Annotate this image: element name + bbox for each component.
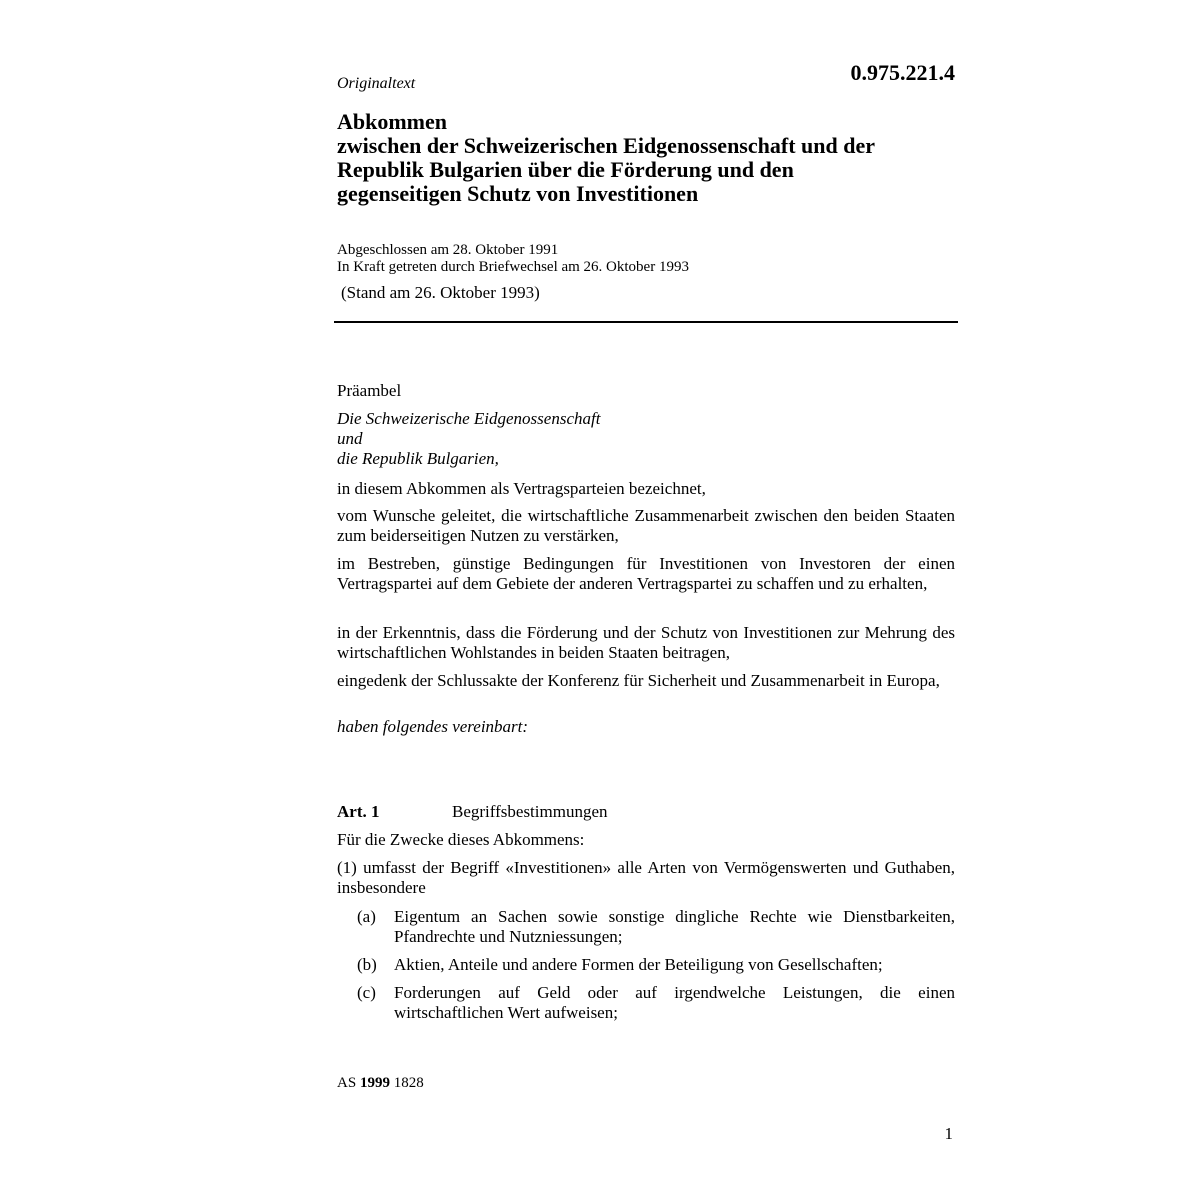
status-date: (Stand am 26. Oktober 1993) — [341, 283, 540, 302]
party-bulgaria: die Republik Bulgarien, — [337, 449, 499, 468]
list-item-label: (b) — [357, 955, 377, 974]
sr-number: 0.975.221.4 — [850, 60, 955, 85]
article-number: Art. 1 — [337, 802, 380, 821]
title-line: zwischen der Schweizerischen Eidgenossenschaft und der — [337, 133, 875, 158]
article-intro: Für die Zwecke dieses Abkommens: — [337, 830, 585, 849]
preamble-closing: haben folgendes vereinbart: — [337, 717, 529, 736]
as-prefix: AS — [337, 1075, 357, 1091]
article-title: Begriffsbestimmungen — [452, 802, 608, 821]
preamble-paragraph: im Bestreben, günstige Bedingungen für Investitionen von Investoren der einen Vertragspartei auf dem Gebiete der anderen Vertragspartei zu schaffen und zu erhalten, — [337, 554, 955, 593]
header-divider — [334, 321, 958, 323]
preamble-paragraph: in diesem Abkommen als Vertragsparteien bezeichnet, — [337, 479, 706, 498]
preamble-paragraph: vom Wunsche geleitet, die wirtschaftliche Zusammenarbeit zwischen den beiden Staaten zum beiderseitigen Nutzen zu verstärken, — [337, 506, 955, 545]
document-title — [337, 110, 977, 206]
list-item-text: Eigentum an Sachen sowie sonstige dingliche Rechte wie Dienstbarkeiten, Pfandrechte und Nutzniessungen; — [394, 907, 955, 946]
concluded-date: Abgeschlossen am 28. Oktober 1991 — [337, 242, 559, 258]
party-conjunction: und — [337, 429, 363, 448]
preamble-heading: Präambel — [337, 381, 402, 400]
list-item-label: (a) — [357, 907, 376, 926]
official-collection-reference — [337, 1075, 424, 1092]
list-item-label: (c) — [357, 983, 376, 1002]
as-page: 1828 — [393, 1075, 424, 1091]
page-number: 1 — [944, 1124, 953, 1143]
article-paragraph: (1) umfasst der Begriff «Investitionen» alle Arten von Vermögenswerten und Guthaben, insbesondere — [337, 858, 955, 897]
title-line: Republik Bulgarien über die Förderung und den — [337, 157, 794, 182]
party-switzerland: Die Schweizerische Eidgenossenschaft — [337, 409, 601, 428]
list-item-text: Forderungen auf Geld oder auf irgendwelche Leistungen, die einen wirtschaftlichen Wert aufweisen; — [394, 983, 955, 1022]
preamble-paragraph: eingedenk der Schlussakte der Konferenz für Sicherheit und Zusammenarbeit in Europa, — [337, 671, 940, 690]
title-line: Abkommen — [337, 109, 448, 134]
as-year: 1999 — [359, 1075, 390, 1091]
preamble-paragraph: in der Erkenntnis, dass die Förderung und der Schutz von Investitionen zur Mehrung des wirtschaftlichen Wohlstandes in beiden Staaten beitragen, — [337, 623, 955, 662]
in-force-date: In Kraft getreten durch Briefwechsel am 26. Oktober 1993 — [337, 259, 689, 275]
original-text-label: Originaltext — [337, 75, 416, 92]
list-item-text: Aktien, Anteile und andere Formen der Beteiligung von Gesellschaften; — [394, 955, 883, 974]
title-line: gegenseitigen Schutz von Investitionen — [337, 181, 699, 206]
